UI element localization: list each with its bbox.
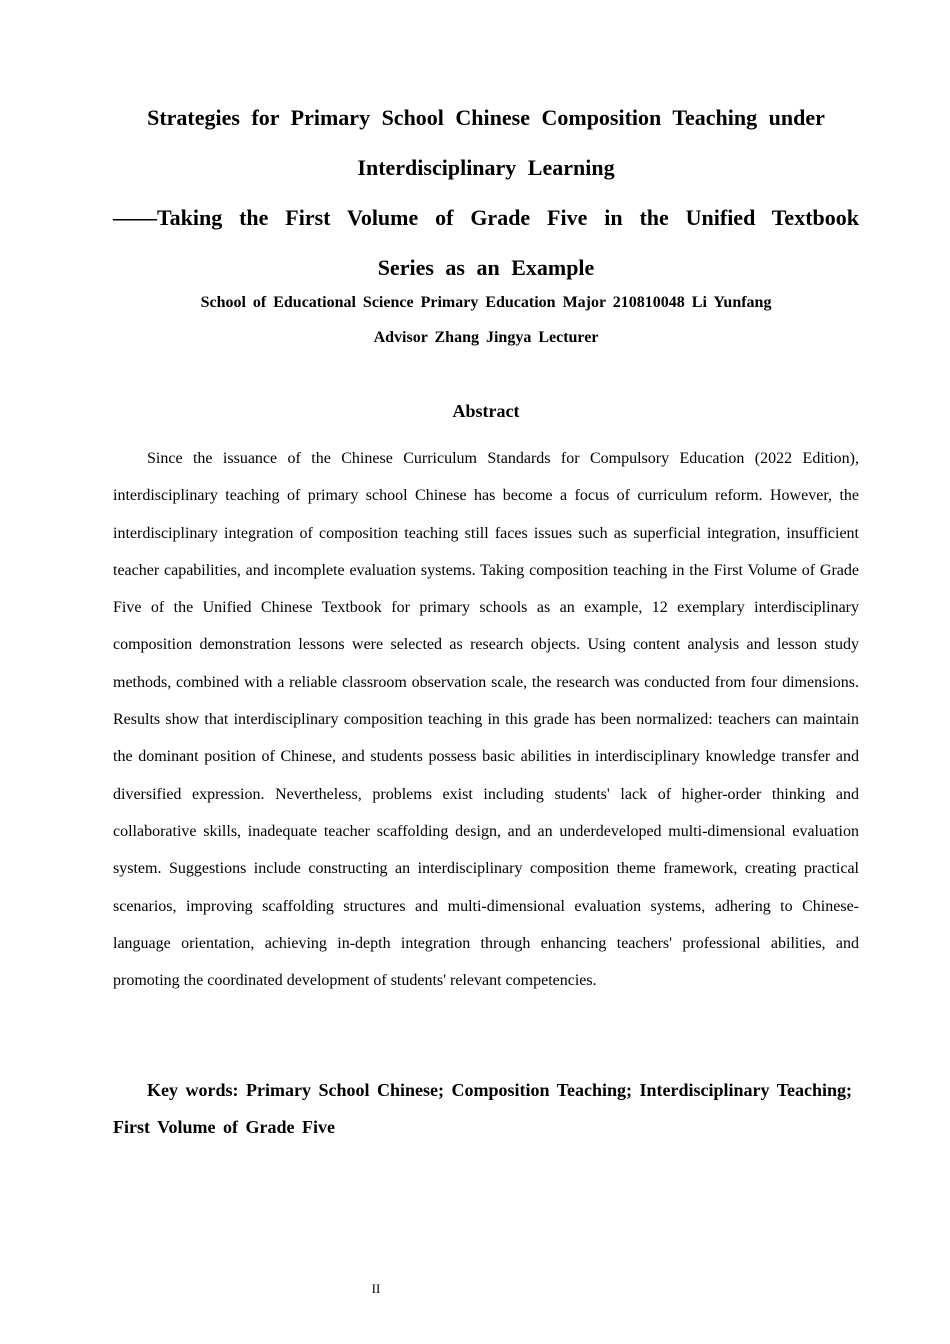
title-line-1: Strategies for Primary School Chinese Composition Teaching under — [147, 105, 825, 130]
keywords: Key words: Primary School Chinese; Composition Teaching; Interdisciplinary Teaching; First Volume of Grade Five — [113, 1080, 853, 1137]
page-number: II — [371, 1281, 381, 1296]
advisor-info: Advisor Zhang Jingya Lecturer — [373, 329, 599, 346]
title-line-2: Interdisciplinary Learning — [357, 155, 615, 180]
author-info: School of Educational Science Primary Education Major 210810048 Li Yunfang — [200, 294, 772, 311]
subtitle-line-1: ——Taking the First Volume of Grade Five in the Unified Textbook — [113, 205, 859, 230]
paper-title — [113, 93, 859, 293]
abstract-heading: Abstract — [452, 401, 520, 421]
abstract-body: Since the issuance of the Chinese Curriculum Standards for Compulsory Education (2022 Edition), interdisciplinary teaching of primary school Chinese has become a focus of curriculum reform. However, the interdisciplinary integration of composition teaching still faces issues such as superficial integration, insufficient teacher capabilities, and incomplete evaluation systems. Taking composition teaching in the First Volume of Grade Five of the Unified Chinese Textbook for primary schools as an example, 12 exemplary interdisciplinary composition demonstration lessons were selected as research objects. Using content analysis and lesson study methods, combined with a reliable classroom observation scale, the research was conducted from four dimensions. Results show that interdisciplinary composition teaching in this grade has been normalized: teachers can maintain the dominant position of Chinese, and students possess basic abilities in interdisciplinary knowledge transfer and diversified expression. Nevertheless, problems exist including students' lack of higher-order thinking and collaborative skills, inadequate teacher scaffolding design, and an underdeveloped multi-dimensional evaluation system. Suggestions include constructing an interdisciplinary composition theme framework, creating practical scenarios, improving scaffolding structures and multi-dimensional evaluation systems, adhering to Chinese-language orientation, achieving in-depth integration through enhancing teachers' professional abilities, and promoting the coordinated development of students' relevant competencies. — [113, 450, 859, 990]
subtitle-line-2: Series as an Example — [377, 255, 595, 280]
